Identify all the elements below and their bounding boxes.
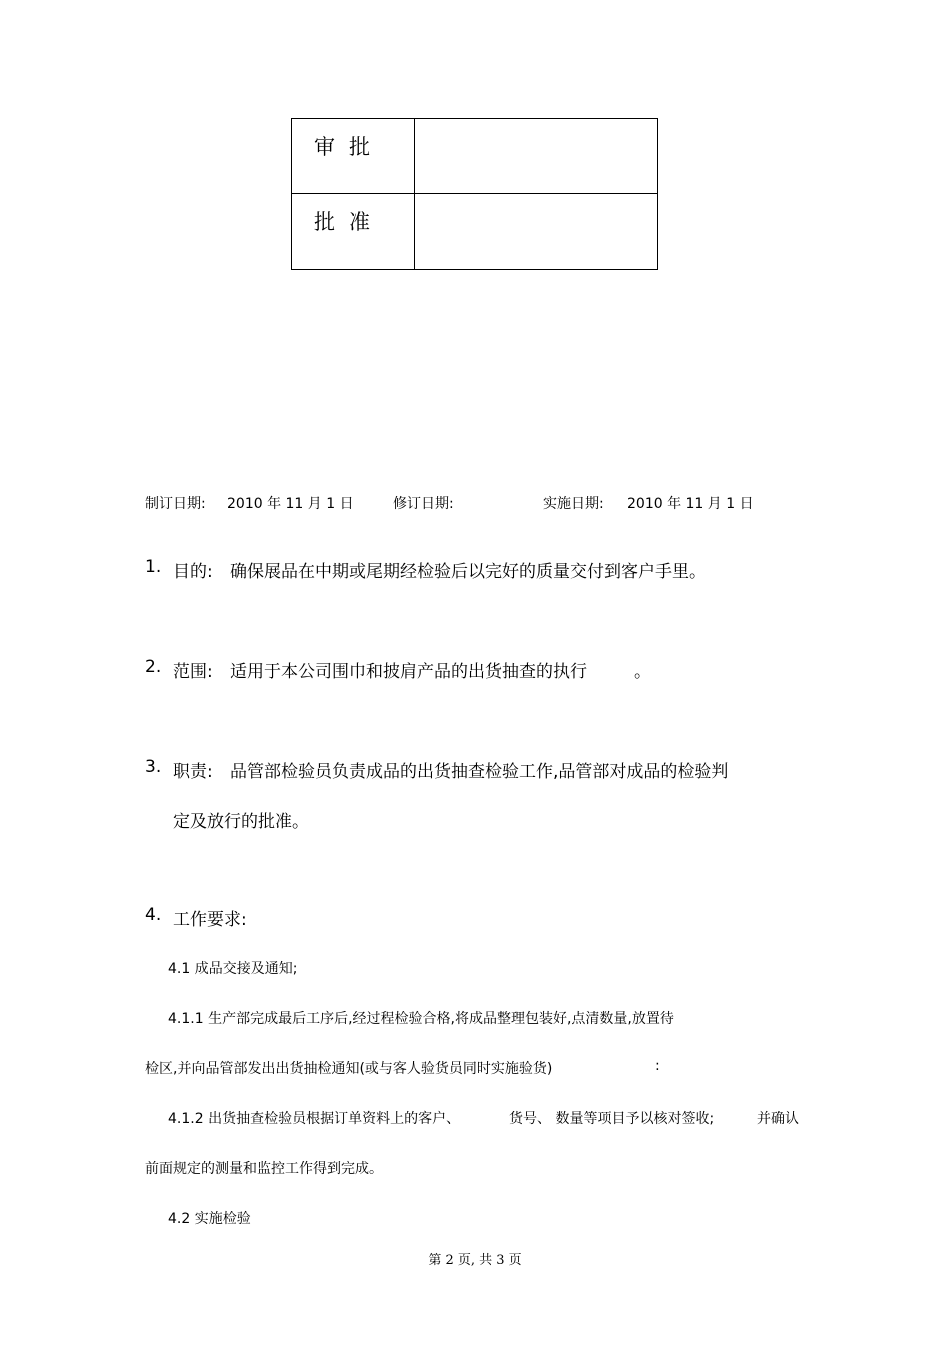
section-2-text: 适用于本公司围巾和披肩产品的出货抽查的执行: [230, 662, 587, 682]
item-4-1-1-colon: :: [655, 1058, 660, 1074]
item-4-1-2-part2: 货号、 数量等项目予以核对签收;: [509, 1111, 715, 1127]
approval-row-review: [292, 119, 658, 194]
approval-row-approve: [292, 194, 658, 270]
revised-date-label: 修订日期:: [393, 496, 454, 512]
section-4-number: 4.: [145, 905, 162, 925]
approval-label-cell: [292, 119, 415, 194]
item-4-1-1-line2: 检区,并向品管部发出出货抽检通知(或与客人验货员同时实施验货): [145, 1061, 553, 1077]
item-4-1-2-part3: 并确认: [757, 1111, 799, 1127]
review-label: 审批: [314, 135, 384, 159]
section-1-title: 目的:: [173, 562, 213, 582]
approval-table: [291, 118, 658, 270]
section-2-end: 。: [634, 662, 651, 682]
section-2-number: 2.: [145, 657, 162, 677]
made-date-value: 2010 年 11 月 1 日: [227, 496, 354, 512]
effective-date-label: 实施日期:: [543, 496, 604, 512]
section-3-title: 职责:: [173, 762, 213, 782]
effective-date-value: 2010 年 11 月 1 日: [627, 496, 754, 512]
section-3-number: 3.: [145, 757, 162, 777]
item-4-1-2-line2: 前面规定的测量和监控工作得到完成。: [145, 1161, 383, 1177]
page-footer: 第 2 页, 共 3 页: [428, 1253, 522, 1268]
item-4-1-2-part1: 4.1.2 出货抽查检验员根据订单资料上的客户、: [168, 1111, 461, 1127]
approval-label-cell: [292, 194, 415, 270]
review-value-cell: [415, 119, 658, 194]
section-2-title: 范围:: [173, 662, 213, 682]
item-4-1-1-line1: 4.1.1 生产部完成最后工序后,经过程检验合格,将成品整理包装好,点清数量,放置待: [168, 1011, 674, 1027]
section-3-text: 品管部检验员负责成品的出货抽查检验工作,品管部对成品的检验判: [230, 762, 729, 782]
section-4-title: 工作要求:: [173, 910, 247, 930]
item-4-1: 4.1 成品交接及通知;: [168, 961, 298, 977]
approve-label: 批准: [314, 210, 384, 234]
item-4-2: 4.2 实施检验: [168, 1211, 251, 1227]
section-1-text: 确保展品在中期或尾期经检验后以完好的质量交付到客户手里。: [230, 562, 706, 582]
approve-value-cell: [415, 194, 658, 270]
made-date-label: 制订日期:: [145, 496, 206, 512]
section-3-text-cont: 定及放行的批准。: [173, 812, 309, 832]
section-1-number: 1.: [145, 557, 162, 577]
